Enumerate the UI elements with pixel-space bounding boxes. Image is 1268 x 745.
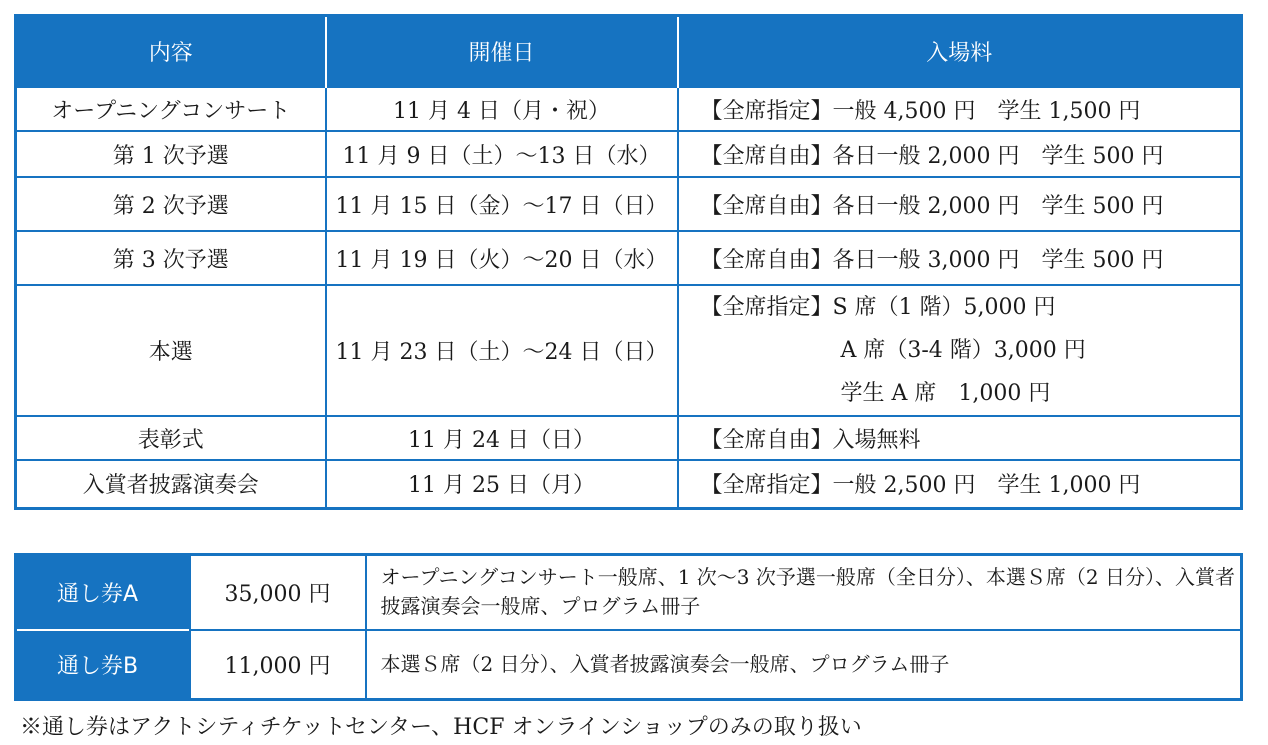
event-date: 11 月 25 日（月）: [326, 460, 678, 508]
event-name: 第 3 次予選: [16, 231, 326, 285]
schedule-table: [14, 14, 1243, 510]
fee-line: A 席（3-4 階）3,000 円: [840, 338, 1086, 363]
table-row: [16, 630, 1242, 700]
event-fee: 【全席自由】各日一般 2,000 円 学生 500 円: [678, 177, 1242, 231]
header-fee: 入場料: [926, 41, 993, 66]
pass-name: 通し券A: [16, 555, 190, 630]
table-row: [16, 285, 1242, 416]
footnote: ※通し券はアクトシティチケットセンター、HCF オンラインショップのみの取り扱い: [20, 715, 862, 740]
event-date: 11 月 15 日（金）～17 日（日）: [326, 177, 678, 231]
event-date: 11 月 23 日（土）～24 日（日）: [326, 285, 678, 416]
table-row: [16, 131, 1242, 177]
event-date: 11 月 4 日（月・祝）: [326, 87, 678, 131]
header-date: 開催日: [326, 16, 678, 88]
event-name: 第 1 次予選: [16, 131, 326, 177]
pass-name: 通し券B: [16, 630, 190, 700]
event-fee: 【全席自由】各日一般 2,000 円 学生 500 円: [678, 131, 1242, 177]
pass-price: 11,000 円: [190, 630, 366, 700]
event-name: オープニングコンサート: [16, 87, 326, 131]
event-fee: [678, 285, 1242, 416]
event-name: 第 2 次予選: [16, 177, 326, 231]
table-row: [16, 416, 1242, 460]
event-date: 11 月 9 日（土）～13 日（水）: [326, 131, 678, 177]
event-name: 本選: [16, 285, 326, 416]
event-fee: 【全席指定】一般 2,500 円 学生 1,000 円: [678, 460, 1242, 508]
event-date: 11 月 24 日（日）: [326, 416, 678, 460]
table-row: [16, 460, 1242, 508]
event-fee: 【全席指定】一般 4,500 円 学生 1,500 円: [678, 87, 1242, 131]
schedule-header-row: [16, 16, 1242, 88]
fee-line: 学生 A 席 1,000 円: [840, 381, 1051, 406]
table-row: [16, 231, 1242, 285]
event-date: 11 月 19 日（火）～20 日（水）: [326, 231, 678, 285]
pass-price: 35,000 円: [190, 555, 366, 630]
event-name: 表彰式: [16, 416, 326, 460]
pass-description: 本選Ｓ席（2 日分）、入賞者披露演奏会一般席、プログラム冊子: [366, 630, 1242, 700]
table-row: [16, 555, 1242, 630]
fee-line: 【全席指定】S 席（1 階）5,000 円: [700, 295, 1056, 320]
passes-table: [14, 553, 1243, 701]
pass-description: オープニングコンサート一般席、1 次～3 次予選一般席（全日分）、本選Ｓ席（2 日分）、入賞者披露演奏会一般席、プログラム冊子: [380, 565, 1235, 619]
event-fee: 【全席自由】入場無料: [678, 416, 1242, 460]
event-name: 入賞者披露演奏会: [16, 460, 326, 508]
event-fee: 【全席自由】各日一般 3,000 円 学生 500 円: [678, 231, 1242, 285]
table-row: [16, 177, 1242, 231]
header-content: 内容: [16, 16, 326, 88]
table-row: [16, 87, 1242, 131]
